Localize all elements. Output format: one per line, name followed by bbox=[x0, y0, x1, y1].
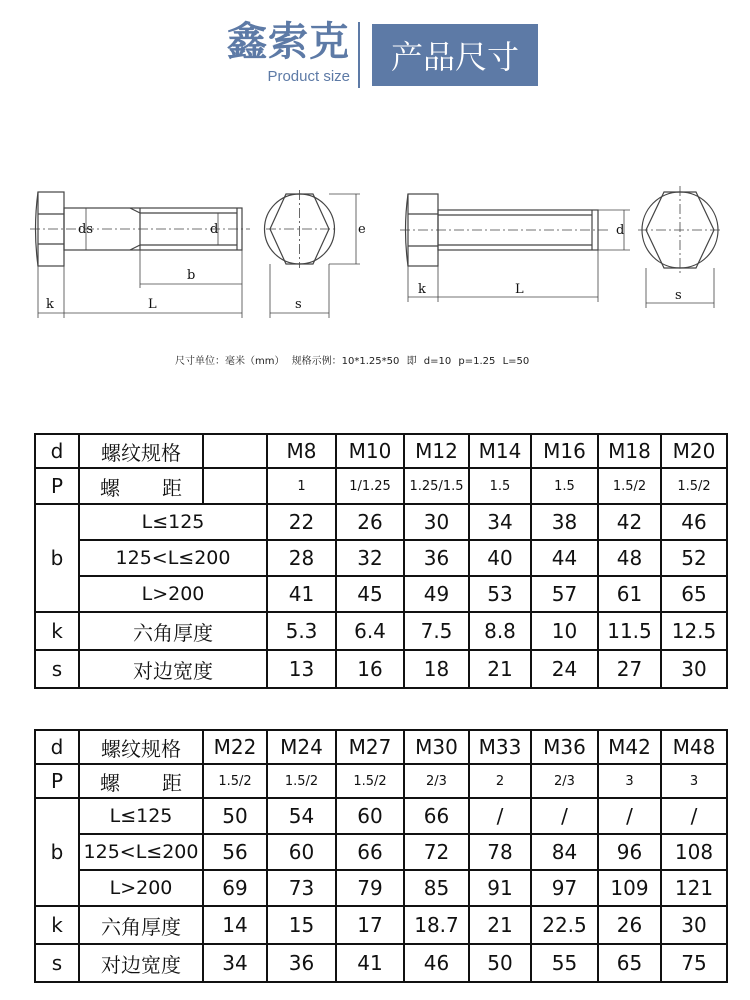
half-thread-bolt-side-view bbox=[30, 192, 250, 318]
table-row-b3 bbox=[35, 576, 727, 612]
value-cell: 56 bbox=[203, 834, 267, 870]
label-d-1: d bbox=[210, 222, 219, 237]
value-cell: 78 bbox=[469, 834, 531, 870]
brand-subtitle: Product size bbox=[267, 68, 350, 85]
value-cell: 24 bbox=[531, 650, 598, 688]
value-cell: 66 bbox=[336, 834, 404, 870]
value-cell: 79 bbox=[336, 870, 404, 906]
value-cell: 36 bbox=[404, 540, 469, 576]
pitch-name-part: 螺 bbox=[100, 475, 120, 500]
value-cell: 36 bbox=[267, 944, 336, 982]
value-cell: 55 bbox=[531, 944, 598, 982]
value-cell: 15 bbox=[267, 906, 336, 944]
value-cell: 60 bbox=[267, 834, 336, 870]
value-cell: 97 bbox=[531, 870, 598, 906]
spec-cell: M22 bbox=[203, 730, 267, 764]
spec-cell: M16 bbox=[531, 434, 598, 468]
value-cell: 10 bbox=[531, 612, 598, 650]
row-label-s: s bbox=[35, 650, 79, 688]
value-cell: 26 bbox=[598, 906, 661, 944]
row-label-b: b bbox=[35, 798, 79, 906]
k-name: 六角厚度 bbox=[79, 906, 203, 944]
size-caption bbox=[175, 352, 533, 367]
value-cell: 50 bbox=[469, 944, 531, 982]
spec-cell: M8 bbox=[267, 434, 336, 468]
row-label-b: b bbox=[35, 504, 79, 612]
pitch-cell: 1.5/2 bbox=[336, 764, 404, 798]
hex-head-top-view-1 bbox=[265, 190, 361, 318]
value-cell: 21 bbox=[469, 906, 531, 944]
value-cell: 57 bbox=[531, 576, 598, 612]
value-cell: 108 bbox=[661, 834, 727, 870]
value-cell: 18 bbox=[404, 650, 469, 688]
brand-block bbox=[210, 18, 350, 85]
value-cell: 17 bbox=[336, 906, 404, 944]
value-cell: 40 bbox=[469, 540, 531, 576]
value-cell: 73 bbox=[267, 870, 336, 906]
spec-cell: M36 bbox=[531, 730, 598, 764]
row-label-k: k bbox=[35, 612, 79, 650]
value-cell: 32 bbox=[336, 540, 404, 576]
spec-cell: M27 bbox=[336, 730, 404, 764]
spec-name: 螺纹规格 bbox=[79, 434, 203, 468]
value-cell: 41 bbox=[267, 576, 336, 612]
k-name: 六角厚度 bbox=[79, 612, 267, 650]
row-label-d: d bbox=[35, 730, 79, 764]
empty-cell bbox=[203, 468, 267, 504]
value-cell: 7.5 bbox=[404, 612, 469, 650]
b-condition: L≤125 bbox=[79, 504, 267, 540]
value-cell: 96 bbox=[598, 834, 661, 870]
value-cell: 61 bbox=[598, 576, 661, 612]
table-row-pitch bbox=[35, 468, 727, 504]
spec-cell: M24 bbox=[267, 730, 336, 764]
row-label-k: k bbox=[35, 906, 79, 944]
pitch-name bbox=[79, 764, 203, 798]
b-condition: L>200 bbox=[79, 576, 267, 612]
caption-example: 规格示例：10*1.25*50 bbox=[291, 356, 400, 367]
value-cell: 69 bbox=[203, 870, 267, 906]
pitch-cell: 2/3 bbox=[404, 764, 469, 798]
value-cell: 46 bbox=[404, 944, 469, 982]
caption-L: L=50 bbox=[502, 356, 530, 367]
spec-cell: M42 bbox=[598, 730, 661, 764]
caption-d: d=10 bbox=[423, 356, 452, 367]
caption-p: p=1.25 bbox=[458, 356, 496, 367]
b-condition: L>200 bbox=[79, 870, 203, 906]
spec-cell: M14 bbox=[469, 434, 531, 468]
bolt-diagrams bbox=[30, 180, 730, 325]
value-cell: / bbox=[531, 798, 598, 834]
value-cell: 75 bbox=[661, 944, 727, 982]
s-name: 对边宽度 bbox=[79, 650, 267, 688]
spec-cell: M20 bbox=[661, 434, 727, 468]
value-cell: 6.4 bbox=[336, 612, 404, 650]
spec-table-1 bbox=[34, 433, 728, 689]
spec-cell: M48 bbox=[661, 730, 727, 764]
brand-name: 鑫索克 bbox=[227, 19, 350, 65]
value-cell: 22 bbox=[267, 504, 336, 540]
value-cell: 30 bbox=[404, 504, 469, 540]
value-cell: 34 bbox=[469, 504, 531, 540]
row-label-p: P bbox=[35, 764, 79, 798]
value-cell: 65 bbox=[598, 944, 661, 982]
pitch-cell: 2 bbox=[469, 764, 531, 798]
header-divider bbox=[358, 22, 360, 88]
table-row-pitch bbox=[35, 764, 727, 798]
value-cell: 26 bbox=[336, 504, 404, 540]
value-cell: 14 bbox=[203, 906, 267, 944]
table-row-k bbox=[35, 612, 727, 650]
label-d-2: d bbox=[616, 223, 625, 238]
value-cell: 46 bbox=[661, 504, 727, 540]
value-cell: 5.3 bbox=[267, 612, 336, 650]
label-L-2: L bbox=[515, 282, 524, 297]
value-cell: 12.5 bbox=[661, 612, 727, 650]
value-cell: 18.7 bbox=[404, 906, 469, 944]
pitch-cell: 1.5/2 bbox=[267, 764, 336, 798]
spec-cell: M10 bbox=[336, 434, 404, 468]
table-row-b1 bbox=[35, 798, 727, 834]
pitch-cell: 1.25/1.5 bbox=[404, 468, 469, 504]
pitch-cell: 1.5/2 bbox=[203, 764, 267, 798]
label-s-1: s bbox=[295, 297, 302, 312]
spec-table-2 bbox=[34, 729, 728, 983]
b-condition: L≤125 bbox=[79, 798, 203, 834]
pitch-cell: 1.5/2 bbox=[598, 468, 661, 504]
pitch-cell: 1 bbox=[267, 468, 336, 504]
table-row-spec bbox=[35, 730, 727, 764]
table-row-spec bbox=[35, 434, 727, 468]
value-cell: 54 bbox=[267, 798, 336, 834]
row-label-s: s bbox=[35, 944, 79, 982]
label-ds: ds bbox=[78, 222, 93, 237]
pitch-cell: 1.5 bbox=[469, 468, 531, 504]
pitch-cell: 2/3 bbox=[531, 764, 598, 798]
value-cell: 121 bbox=[661, 870, 727, 906]
value-cell: 53 bbox=[469, 576, 531, 612]
caption-unit: 尺寸单位：毫米（mm） bbox=[175, 356, 285, 367]
value-cell: 48 bbox=[598, 540, 661, 576]
label-b: b bbox=[187, 268, 196, 283]
value-cell: 11.5 bbox=[598, 612, 661, 650]
table-row-s bbox=[35, 650, 727, 688]
value-cell: 91 bbox=[469, 870, 531, 906]
value-cell: 13 bbox=[267, 650, 336, 688]
label-L-1: L bbox=[148, 297, 157, 312]
value-cell: 38 bbox=[531, 504, 598, 540]
spec-cell: M33 bbox=[469, 730, 531, 764]
spec-cell: M30 bbox=[404, 730, 469, 764]
spec-cell: M18 bbox=[598, 434, 661, 468]
pitch-name-part: 距 bbox=[162, 770, 182, 795]
label-s-2: s bbox=[675, 288, 682, 303]
pitch-cell: 3 bbox=[661, 764, 727, 798]
table-row-b1 bbox=[35, 504, 727, 540]
value-cell: 85 bbox=[404, 870, 469, 906]
value-cell: 30 bbox=[661, 650, 727, 688]
pitch-cell: 1.5 bbox=[531, 468, 598, 504]
value-cell: 8.8 bbox=[469, 612, 531, 650]
table-row-b2 bbox=[35, 834, 727, 870]
value-cell: / bbox=[598, 798, 661, 834]
row-label-p: P bbox=[35, 468, 79, 504]
value-cell: 49 bbox=[404, 576, 469, 612]
table-row-b3 bbox=[35, 870, 727, 906]
value-cell: 109 bbox=[598, 870, 661, 906]
value-cell: 45 bbox=[336, 576, 404, 612]
value-cell: 16 bbox=[336, 650, 404, 688]
value-cell: 27 bbox=[598, 650, 661, 688]
value-cell: 60 bbox=[336, 798, 404, 834]
value-cell: 41 bbox=[336, 944, 404, 982]
value-cell: 44 bbox=[531, 540, 598, 576]
value-cell: 66 bbox=[404, 798, 469, 834]
value-cell: 52 bbox=[661, 540, 727, 576]
value-cell: 22.5 bbox=[531, 906, 598, 944]
label-k-2: k bbox=[418, 282, 426, 297]
label-k-1: k bbox=[46, 297, 54, 312]
value-cell: 30 bbox=[661, 906, 727, 944]
value-cell: 34 bbox=[203, 944, 267, 982]
value-cell: 42 bbox=[598, 504, 661, 540]
row-label-d: d bbox=[35, 434, 79, 468]
value-cell: 50 bbox=[203, 798, 267, 834]
s-name: 对边宽度 bbox=[79, 944, 203, 982]
spec-cell: M12 bbox=[404, 434, 469, 468]
pitch-name-part: 距 bbox=[162, 475, 182, 500]
pitch-cell: 1/1.25 bbox=[336, 468, 404, 504]
value-cell: 28 bbox=[267, 540, 336, 576]
pitch-cell: 3 bbox=[598, 764, 661, 798]
caption-ji: 即 bbox=[406, 356, 417, 367]
table-row-b2 bbox=[35, 540, 727, 576]
table-row-s bbox=[35, 944, 727, 982]
value-cell: / bbox=[469, 798, 531, 834]
b-condition: 125<L≤200 bbox=[79, 540, 267, 576]
spec-name: 螺纹规格 bbox=[79, 730, 203, 764]
value-cell: 21 bbox=[469, 650, 531, 688]
value-cell: / bbox=[661, 798, 727, 834]
value-cell: 65 bbox=[661, 576, 727, 612]
label-e: e bbox=[358, 222, 366, 237]
page-title: 产品尺寸 bbox=[372, 24, 538, 86]
pitch-name-part: 螺 bbox=[100, 770, 120, 795]
b-condition: 125<L≤200 bbox=[79, 834, 203, 870]
table-row-k bbox=[35, 906, 727, 944]
empty-cell bbox=[203, 434, 267, 468]
pitch-cell: 1.5/2 bbox=[661, 468, 727, 504]
pitch-name bbox=[79, 468, 203, 504]
value-cell: 72 bbox=[404, 834, 469, 870]
value-cell: 84 bbox=[531, 834, 598, 870]
